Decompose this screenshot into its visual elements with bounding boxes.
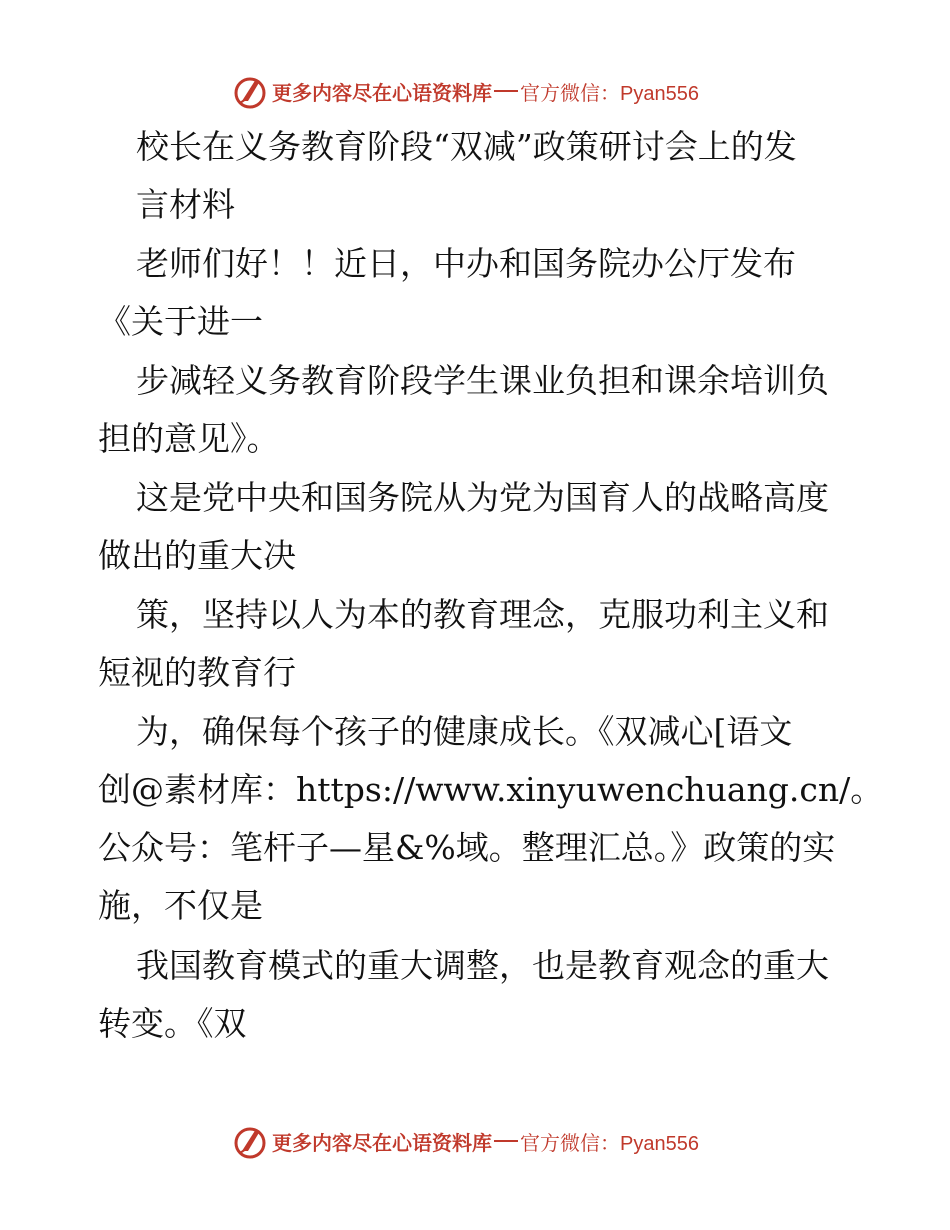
text-line-14: 施，不仅是 xyxy=(98,886,263,925)
footer-banner-separator xyxy=(494,1140,518,1142)
text-line-7: 这是党中央和国务院从为党为国育人的战略高度 xyxy=(136,478,829,517)
text-line-1: 校长在义务教育阶段“双减”政策研讨会上的发 xyxy=(136,127,797,166)
text-line-11: 为，确保每个孩子的健康成长。《双减心[语文 xyxy=(136,712,793,751)
header-banner-separator xyxy=(494,90,518,92)
text-line-5: 步减轻义务教育阶段学生课业负担和课余培训负 xyxy=(136,361,829,400)
text-line-2: 言材料 xyxy=(136,185,235,224)
text-line-13: 公众号：笔杆子—星&%域。整理汇总。》政策的实 xyxy=(98,828,836,867)
text-line-12: 创@素材库：https://www.xinyuwenchuang.cn/。 xyxy=(98,770,884,809)
footer-banner xyxy=(232,1122,699,1160)
text-line-4: 《关于进一 xyxy=(98,302,263,341)
text-line-3: 老师们好！！近日，中办和国务院办公厅发布 xyxy=(136,244,796,283)
quill-logo-icon xyxy=(232,1123,268,1159)
quill-logo-icon xyxy=(232,73,268,109)
footer-banner-text: 更多内容尽在心语资料库 xyxy=(272,1130,492,1155)
footer-banner-wechat: 官方微信：Pyan556 xyxy=(520,1132,699,1155)
text-line-9: 策，坚持以人为本的教育理念，克服功利主义和 xyxy=(136,595,829,634)
text-line-15: 我国教育模式的重大调整，也是教育观念的重大 xyxy=(136,946,829,985)
header-banner xyxy=(232,72,699,110)
text-line-6: 担的意见》。 xyxy=(98,419,280,458)
header-banner-text: 更多内容尽在心语资料库 xyxy=(272,80,492,105)
text-line-8: 做出的重大决 xyxy=(98,536,296,575)
text-line-16: 转变。《双 xyxy=(98,1004,247,1043)
header-banner-wechat: 官方微信：Pyan556 xyxy=(520,82,699,105)
text-line-10: 短视的教育行 xyxy=(98,653,296,692)
